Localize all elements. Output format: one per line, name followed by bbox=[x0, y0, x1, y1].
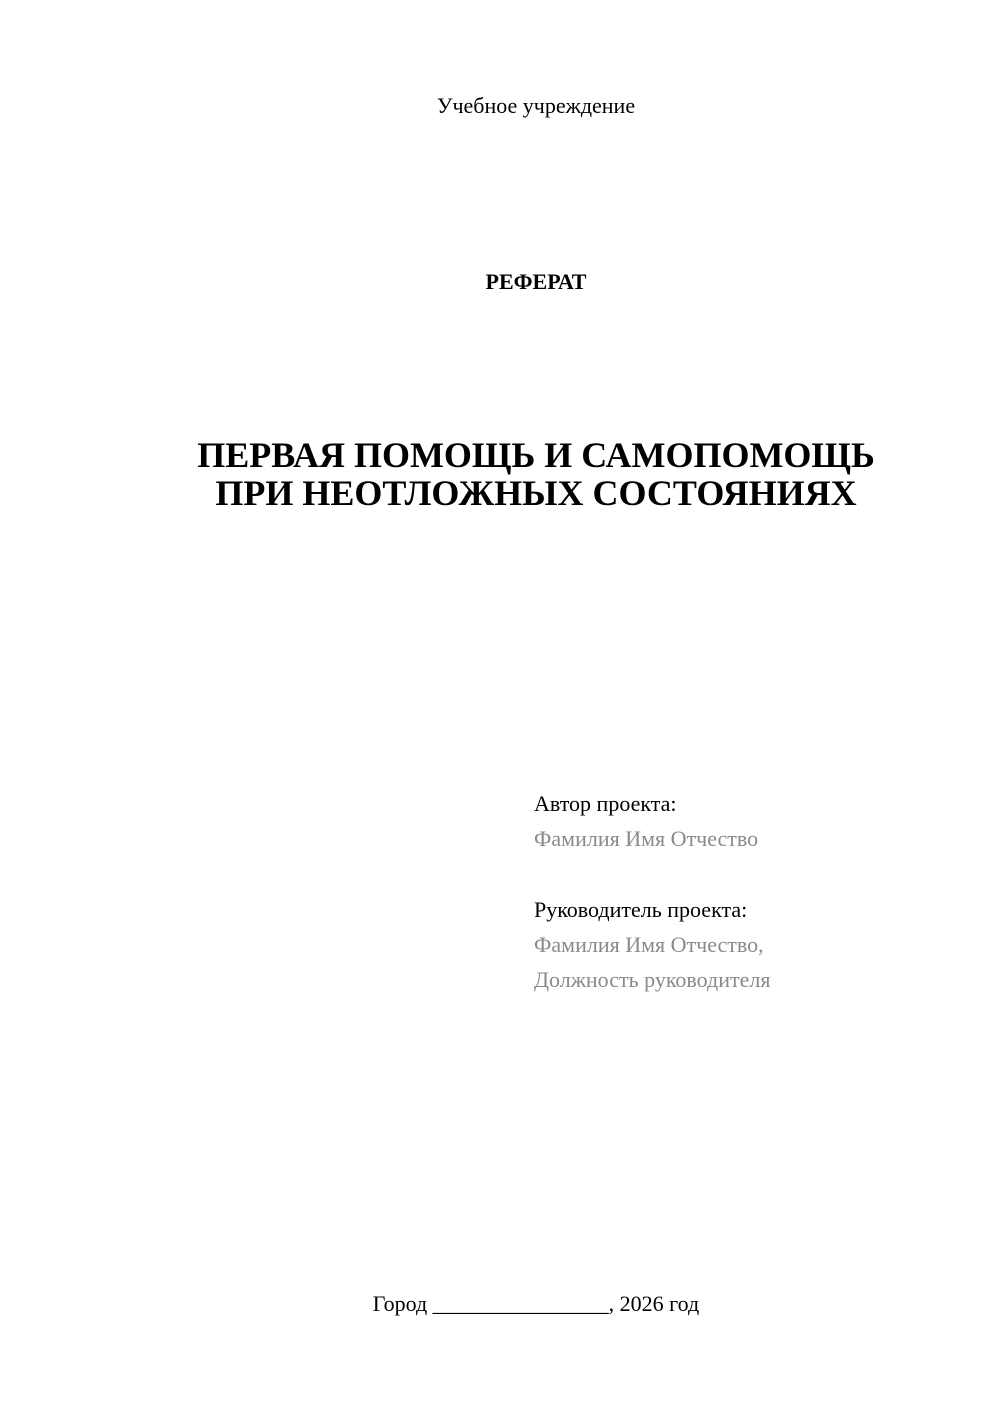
document-title-line-2: ПРИ НЕОТЛОЖНЫХ СОСТОЯНИЯХ bbox=[215, 473, 857, 513]
supervisor-label: Руководитель проекта: bbox=[534, 897, 748, 922]
institution-name: Учебное учреждение bbox=[436, 93, 636, 118]
document-title-line-1: ПЕРВАЯ ПОМОЩЬ И САМОПОМОЩЬ bbox=[197, 435, 875, 475]
city-year-line: Город ________________, 2026 год bbox=[372, 1291, 700, 1316]
author-label: Автор проекта: bbox=[534, 791, 677, 816]
author-name: Фамилия Имя Отчество bbox=[534, 826, 759, 851]
document-type: РЕФЕРАТ bbox=[485, 269, 587, 294]
project-people-block bbox=[534, 786, 974, 997]
supervisor-name: Фамилия Имя Отчество, bbox=[534, 932, 764, 957]
document-title bbox=[0, 436, 1000, 512]
supervisor-position: Должность руководителя bbox=[534, 967, 771, 992]
spacer bbox=[534, 856, 974, 892]
